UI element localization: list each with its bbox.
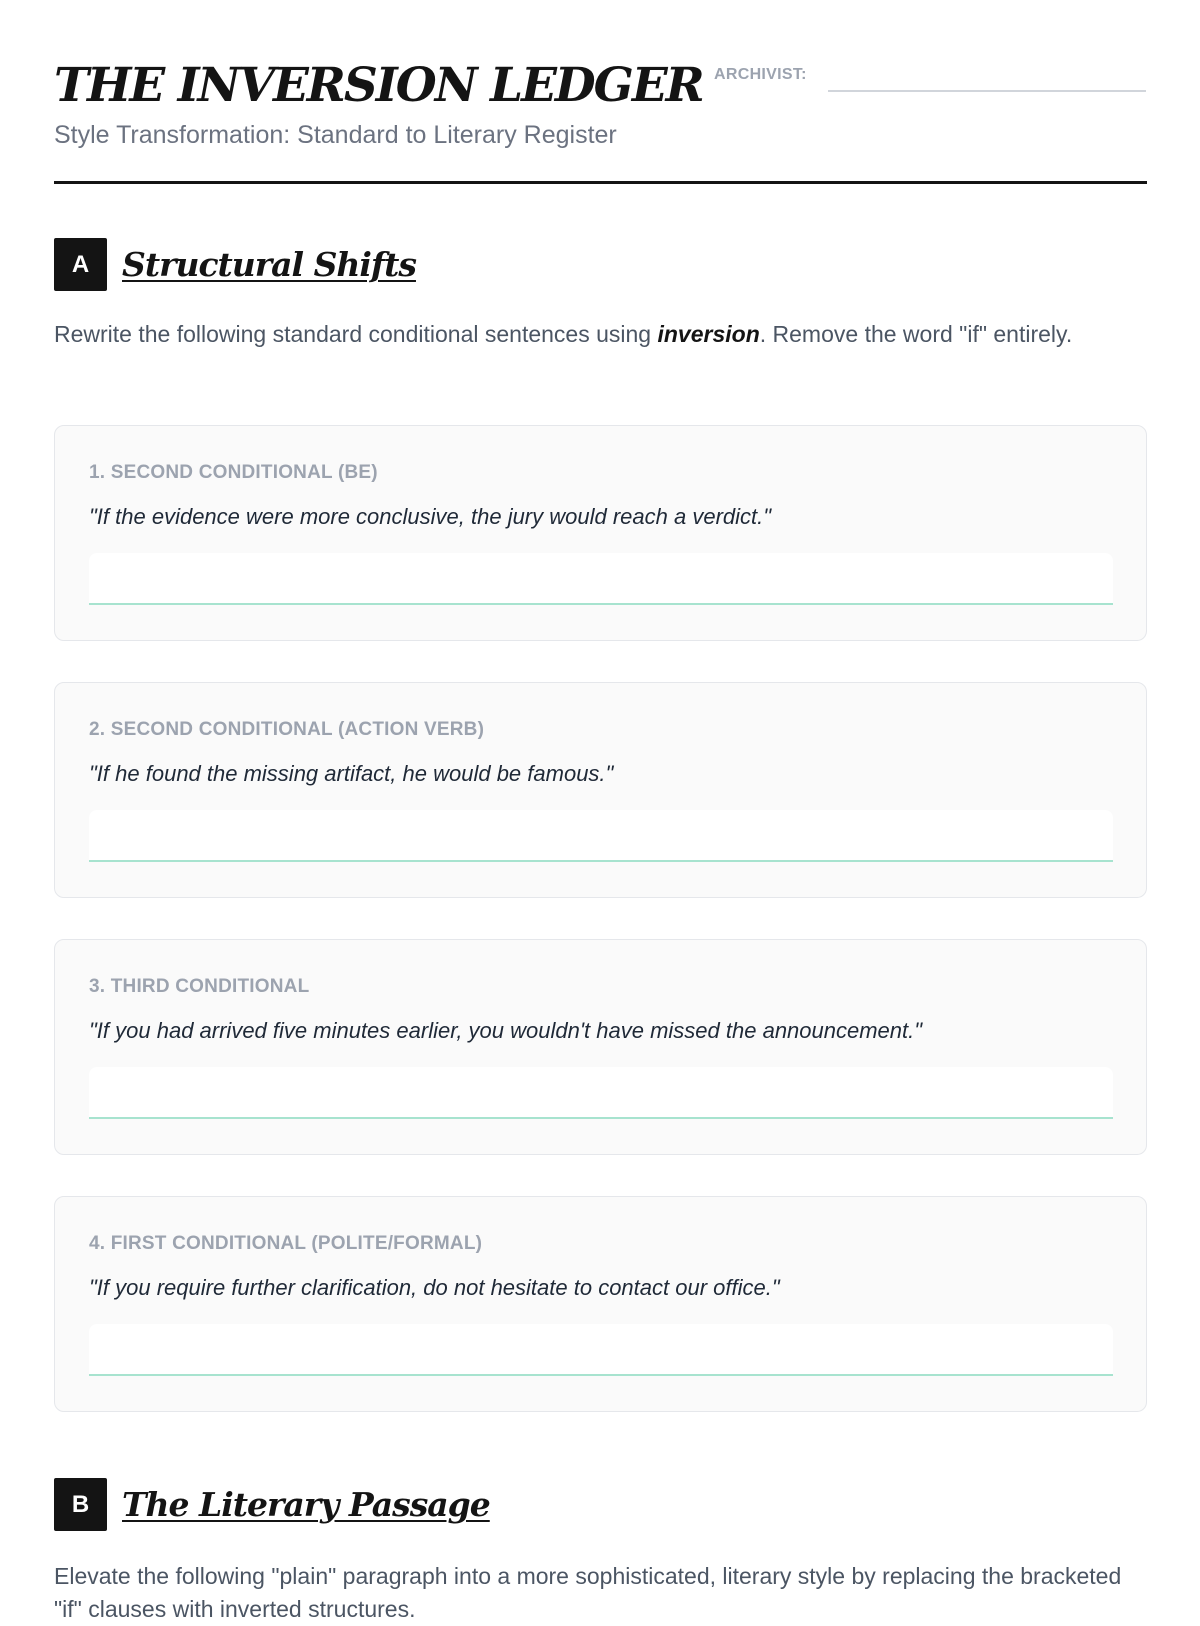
- worksheet-header: [54, 56, 1147, 184]
- exercise-label: 1. SECOND CONDITIONAL (BE): [89, 462, 378, 483]
- exercise-card-1: [54, 425, 1147, 641]
- answer-input-2[interactable]: [89, 810, 1113, 862]
- section-a-badge: A: [54, 238, 107, 291]
- worksheet-title: THE INVERSION LEDGER: [54, 58, 703, 113]
- exercise-label: 3. THIRD CONDITIONAL: [89, 976, 310, 997]
- answer-input-4[interactable]: [89, 1324, 1113, 1376]
- exercise-sentence: "If you require further clarification, do not hesitate to contact our office.": [89, 1275, 780, 1300]
- exercise-card-2: [54, 682, 1147, 898]
- exercise-sentence: "If he found the missing artifact, he would be famous.": [89, 761, 614, 786]
- instructions-text-end: . Remove the word "if" entirely.: [759, 321, 1073, 347]
- exercise-sentence: "If the evidence were more conclusive, the jury would reach a verdict.": [89, 504, 772, 529]
- archivist-label: ARCHIVIST:: [714, 66, 807, 83]
- section-b-badge: B: [54, 1478, 107, 1531]
- exercise-label: 4. FIRST CONDITIONAL (POLITE/FORMAL): [89, 1233, 483, 1254]
- exercise-sentence: "If you had arrived five minutes earlier, you wouldn't have missed the announcement.": [89, 1018, 923, 1043]
- instructions-emphasis: inversion: [657, 321, 760, 347]
- answer-input-1[interactable]: [89, 553, 1113, 605]
- exercise-card-4: [54, 1196, 1147, 1412]
- section-b-title: The Literary Passage: [122, 1485, 490, 1524]
- worksheet-subtitle: Style Transformation: Standard to Literary Register: [54, 121, 617, 149]
- answer-input-3[interactable]: [89, 1067, 1113, 1119]
- section-a-header: [54, 238, 754, 292]
- exercise-label: 2. SECOND CONDITIONAL (ACTION VERB): [89, 719, 485, 740]
- section-b-instructions: Elevate the following "plain" paragraph into a more sophisticated, literary style by replacing the bracketed "if" clauses with inverted structures.: [54, 1563, 1122, 1622]
- instructions-text: Rewrite the following standard conditional sentences using: [54, 321, 658, 347]
- archivist-field[interactable]: [828, 90, 1146, 92]
- section-a-instructions: [54, 318, 1147, 351]
- exercise-card-3: [54, 939, 1147, 1155]
- section-a-title: Structural Shifts: [122, 245, 416, 284]
- section-b-header: [54, 1478, 754, 1532]
